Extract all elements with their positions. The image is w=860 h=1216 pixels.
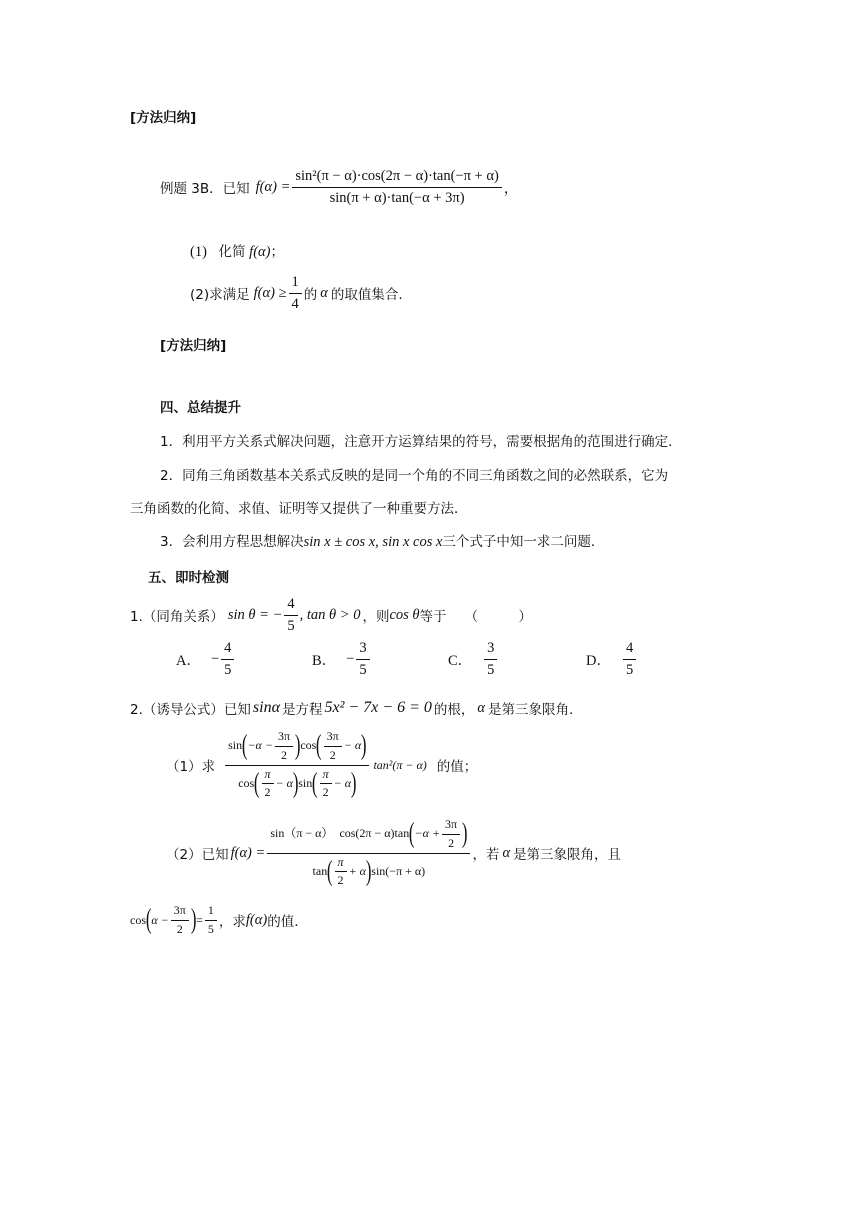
option-sign: − [210, 650, 220, 667]
q2-p1-numerator: sin ( −α − $\frac{3\pi}{2}$ ) cos ( $\frac{3\pi}{2}$ − α ) [225, 730, 369, 766]
q2-p2-label: （2）已知 [166, 847, 229, 864]
section-4-item-1: 1．利用平方关系式解决问题，注意开方运算结果的符号，需要根据角的范围进行确定． [160, 434, 682, 450]
q2-frac-d: 2 [176, 921, 183, 936]
method-summary-heading-1: [方法归纳] [130, 110, 197, 126]
q2-frac-d: 2 [280, 747, 287, 762]
part2-num: 1 [289, 274, 302, 294]
q2-p2-num-tan-frac [442, 818, 460, 851]
q1-option-a [176, 640, 236, 678]
q2-p2-cond-val [205, 904, 217, 937]
q2-p1-num-cos: cos [300, 738, 317, 753]
q2-p1-fraction [225, 730, 369, 800]
example-3b-comma: ， [503, 180, 519, 197]
q1-option-b [312, 640, 372, 678]
q2-frac-d: 5 [207, 921, 214, 936]
example-3b [160, 168, 518, 206]
q2-frac-n: 3π [171, 904, 189, 921]
q1-option-c [448, 640, 499, 678]
q2-p2-num-sin: sin（π − α） [270, 826, 334, 841]
q2-p2-den-tan-tail: + α [348, 863, 366, 878]
part2-end: 的取值集合. [330, 287, 403, 304]
q2-frac-d: 2 [329, 747, 336, 762]
q2-p2-lhs: f(α) = [230, 844, 266, 861]
q2-p1-den-sin-tail: − α [333, 775, 352, 790]
option-label: B． [312, 652, 337, 669]
option-fraction [484, 640, 497, 678]
q2-alpha: α [477, 699, 485, 716]
example-3b-f-lhs: f(α) = [255, 178, 291, 195]
example-3b-denominator: sin(π + α)·tan(−α + 3π) [329, 189, 465, 206]
q2-p1-label: （1）求 [166, 759, 216, 776]
q2-p1-den-cos: cos [238, 775, 255, 790]
q2-frac-n: π [262, 768, 274, 785]
q2-p2-den-tan-frac [335, 856, 347, 889]
section-4-title: 四、总结提升 [160, 400, 241, 416]
q2-p2-den-sin: sin(−π + α) [371, 863, 426, 878]
q1-post: 等于 [419, 609, 447, 626]
q2-frac-n: π [320, 768, 332, 785]
q2-frac-n: 3π [324, 730, 342, 747]
question-1 [130, 596, 532, 634]
q2-p2-fraction [267, 818, 470, 888]
part2-alpha: α [320, 284, 328, 301]
question-2 [130, 698, 573, 718]
q2-p1-num-sin: sin [228, 738, 243, 753]
option-den: 5 [487, 661, 495, 678]
part1-end: ； [270, 244, 284, 260]
example-3b-fraction [292, 168, 501, 206]
q2-p1-num-sin-inner: −α − [247, 738, 273, 753]
option-den: 5 [625, 661, 634, 678]
q2-p2-cond-inner: α − [151, 912, 169, 927]
part2-mid: 的 [303, 287, 318, 304]
q2-p2-cond-f: f(α) [245, 911, 268, 928]
option-fraction [221, 640, 234, 678]
q1-fraction [284, 596, 297, 634]
option-sign: − [346, 650, 355, 667]
part2-math: f(α) ≥ [253, 284, 287, 301]
q1-frac-den: 5 [287, 617, 295, 634]
example-3b-numerator: sin²(π − α)·cos(2π − α)·tan(−π + α) [292, 168, 501, 188]
q2-frac-d: 2 [337, 873, 344, 888]
part1-label: (1) [190, 244, 207, 260]
section-4-item-2-line-2: 三角函数的化简、求值、证明等又提供了一种重要方法． [130, 501, 468, 517]
option-num: 4 [623, 640, 636, 660]
q2-p1-den-sin-frac [320, 768, 332, 801]
q2-post1: 的根， [433, 702, 475, 718]
q2-p2-cond-cos: cos [130, 912, 146, 927]
q2-p2-cond-eq: = [196, 912, 203, 927]
q1-math-a: sin θ = − [227, 606, 283, 623]
q2-p2-den-tan: tan [312, 863, 328, 878]
q1-math-c: cos θ [389, 606, 420, 623]
item3-post: 三个式子中知一求二问题． [442, 534, 605, 550]
option-num: 4 [221, 640, 234, 660]
q2-pre: 2.（诱导公式）已知 [130, 702, 251, 718]
q2-p1-num-cos-tail: − α [343, 738, 362, 753]
q2-p2-num-tan: tan [394, 826, 410, 841]
q2-frac-n: 3π [275, 730, 293, 747]
q2-p2-end2: 是第三象限角，且 [513, 847, 622, 864]
option-fraction [623, 640, 636, 678]
q2-p2-end: ，若 [472, 847, 500, 864]
q1-frac-num: 4 [284, 596, 297, 616]
item3-pre: 3．会利用方程思想解决 [160, 534, 304, 550]
q1-mid: ，则 [362, 609, 390, 626]
q1-option-d [586, 640, 638, 678]
example-3b-label: 例题 3B．已知 [160, 181, 250, 198]
section-5-title: 五、即时检测 [148, 570, 229, 586]
q2-p1-end: 的值； [436, 759, 478, 776]
q2-p1-den-sin: sin [298, 775, 313, 790]
option-label: D． [586, 652, 611, 669]
section-4-item-2-line-1: 2．同角三角函数基本关系式反映的是同一个角的不同三角函数之间的必然联系，它为 [160, 468, 669, 484]
q2-p1-denominator: cos ( $\frac{\pi}{2}$ − α ) sin ( $\frac{\pi}{2}$ − α ) [238, 766, 357, 800]
q2-part-1 [166, 730, 477, 800]
q2-frac-n: 3π [442, 818, 460, 835]
part1-math: f(α) [249, 244, 271, 260]
option-label: A． [176, 652, 201, 669]
item3-math: sin x ± cos x, sin x cos x [303, 534, 443, 550]
q2-p2-cond-end2: 的值. [267, 914, 299, 931]
part2-den: 4 [291, 295, 299, 312]
option-fraction [356, 640, 369, 678]
q2-p1-tan: tan²(π − α) [373, 757, 427, 772]
q2-p2-cond-end: ，求 [218, 914, 246, 931]
q2-post2: 是第三象限角. [487, 702, 574, 718]
q2-p2-numerator: sin（π − α） cos(2π − α) tan ( −α + $\frac{3\pi}{2}$ ) [267, 818, 470, 854]
q2-p2-alpha: α [502, 844, 511, 861]
q2-frac-d: 2 [322, 785, 329, 800]
section-4-item-3 [160, 530, 604, 551]
part2-label: (2)求满足 [190, 287, 250, 304]
option-den: 5 [359, 661, 367, 678]
q2-p2-condition: cos ( α − $\frac{3\pi}{2}$ ) = $\frac{1}{5}$ ，求 f(α) 的值. [130, 903, 299, 936]
q1-blank: （ ） [464, 609, 533, 626]
q2-frac-n: 1 [205, 904, 217, 921]
q2-p2-num-cos: cos(2π − α) [339, 826, 395, 841]
q2-sina: sinα [252, 699, 280, 716]
q2-frac-n: π [335, 856, 347, 873]
q2-equation: 5x² − 7x − 6 = 0 [324, 699, 432, 716]
q2-part-2 [166, 818, 621, 888]
q2-p2-denominator: tan ( $\frac{\pi}{2}$ + α ) sin(−π + α) [312, 854, 426, 888]
q2-p2-num-tan-inner: −α + [414, 826, 441, 841]
q2-frac-d: 2 [448, 835, 455, 850]
part2-fraction [289, 274, 302, 312]
q2-p2-cond-frac [171, 904, 189, 937]
q1-pre: 1.（同角关系） [130, 609, 224, 626]
q2-p1-den-cos-tail: − α [275, 775, 293, 790]
q2-mid: 是方程 [281, 702, 323, 718]
method-summary-heading-2: [方法归纳] [160, 338, 227, 354]
option-num: 3 [484, 640, 497, 660]
q2-p1-num-cos-frac [324, 730, 342, 763]
q2-p1-num-sin-frac [275, 730, 293, 763]
option-label: C． [448, 652, 473, 669]
option-den: 5 [224, 661, 232, 678]
example-3b-part1 [190, 240, 284, 261]
q1-math-b: , tan θ > 0 [299, 606, 361, 623]
q2-frac-d: 2 [264, 785, 271, 800]
part1-text: 化简 [218, 244, 246, 260]
example-3b-part2 [190, 274, 403, 312]
option-num: 3 [356, 640, 369, 660]
q2-p1-den-cos-frac [262, 768, 274, 801]
